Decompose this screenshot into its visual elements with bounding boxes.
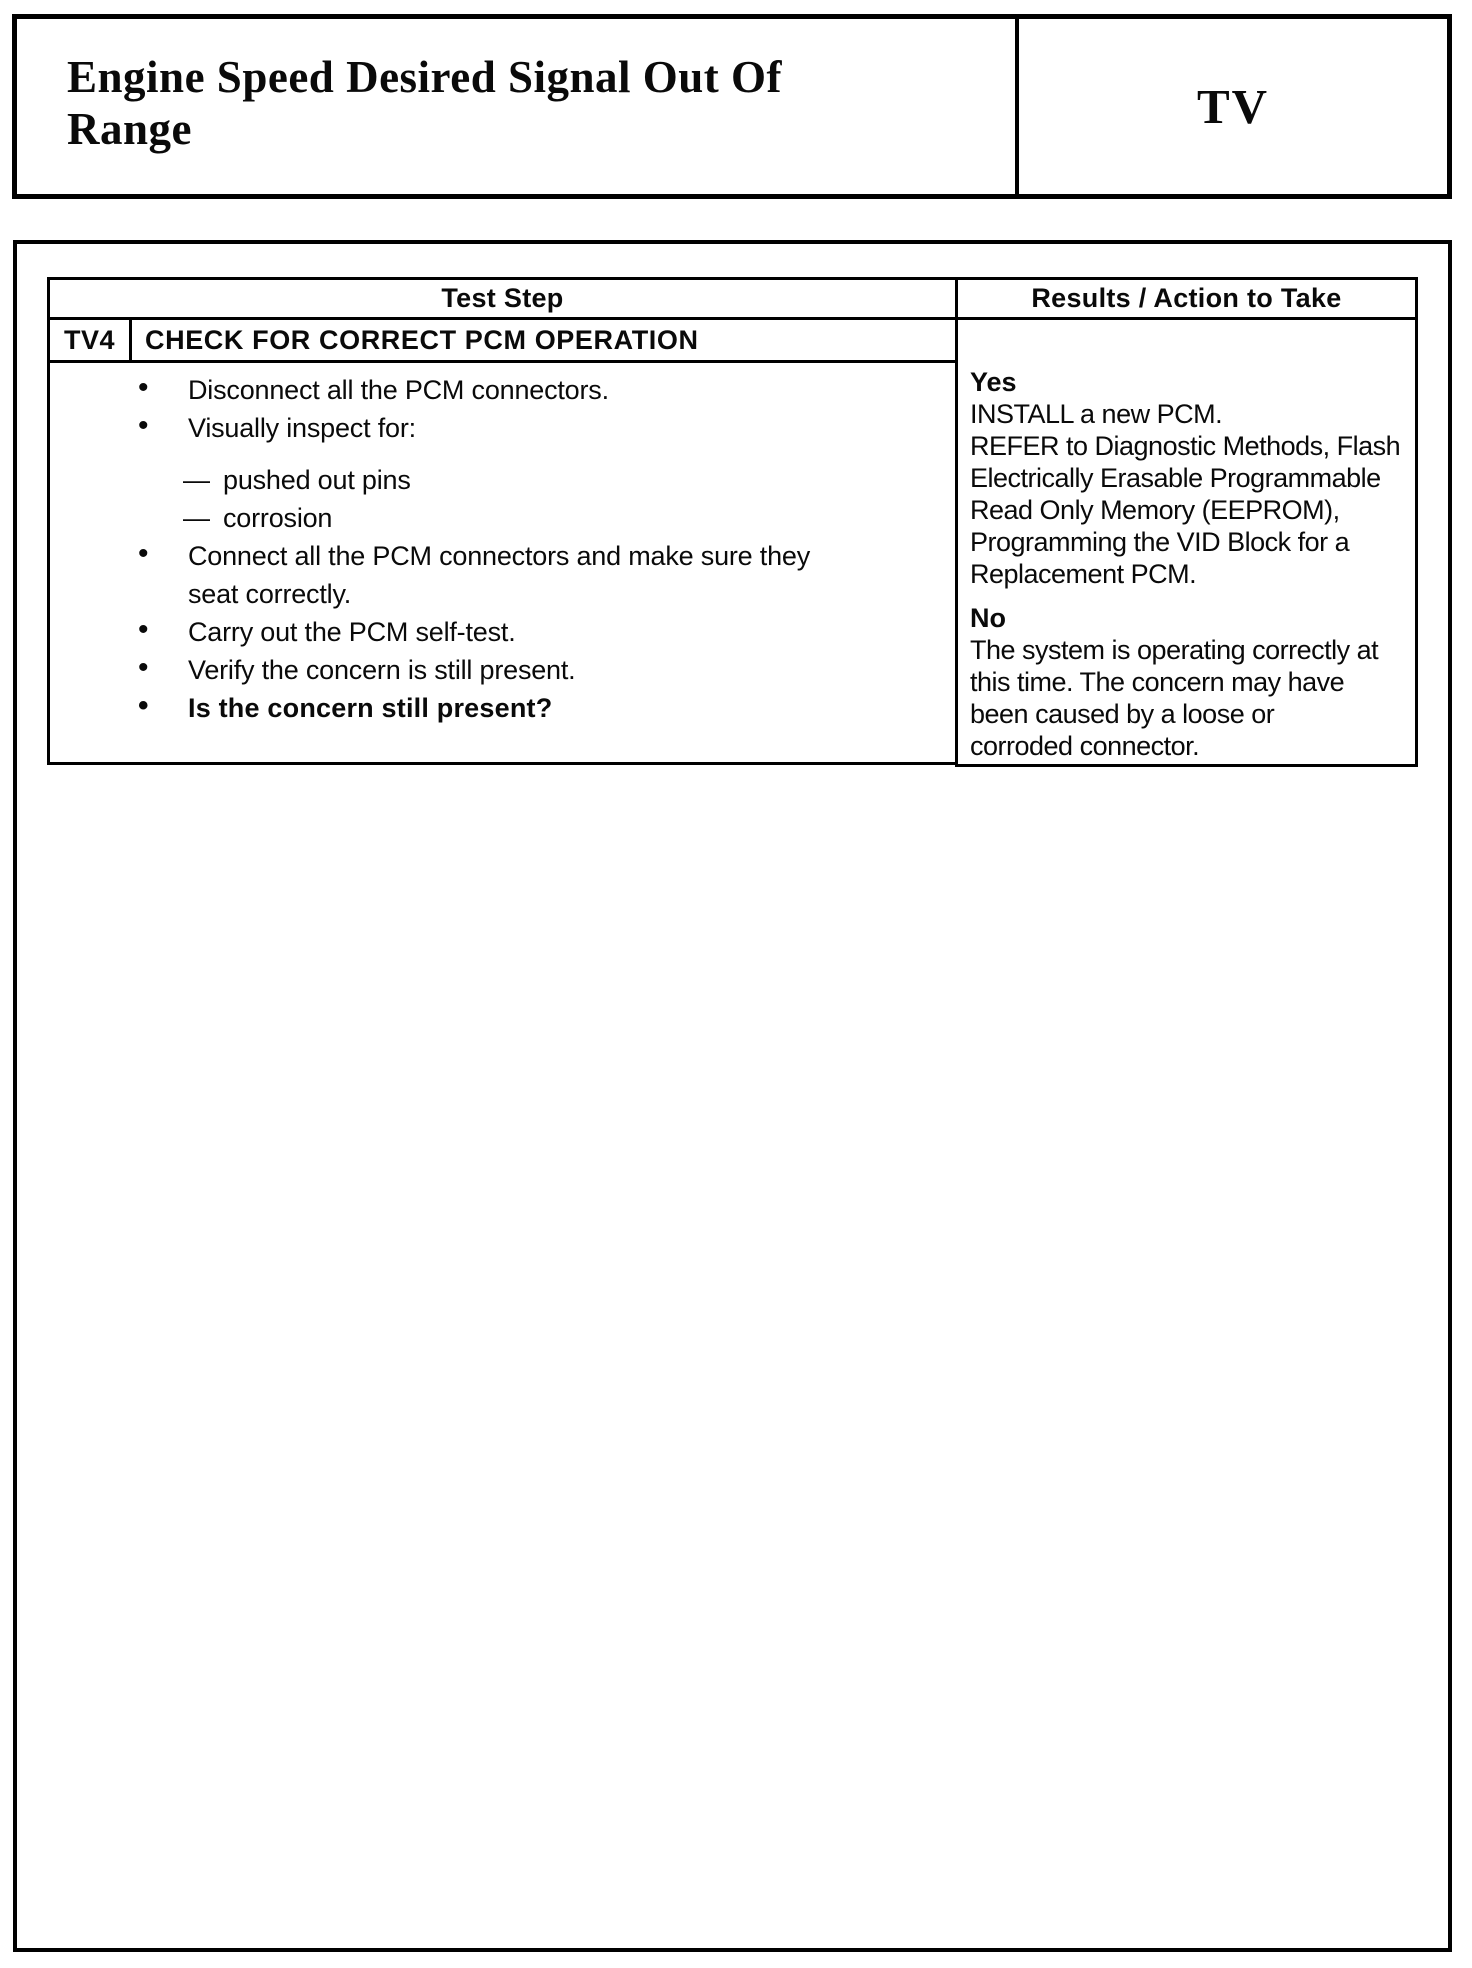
test-step-question bbox=[50, 689, 955, 727]
step-id: TV4 bbox=[50, 320, 132, 360]
test-step-text: pushed out pins bbox=[223, 465, 411, 495]
result-text: INSTALL a new PCM. bbox=[970, 399, 1223, 429]
step-name: CHECK FOR CORRECT PCM OPERATION bbox=[145, 324, 699, 355]
step-header-row bbox=[50, 320, 955, 363]
bullet-icon: • bbox=[138, 613, 149, 646]
result-text: corroded connector. bbox=[970, 731, 1200, 761]
column-header-results: Results / Action to Take bbox=[958, 280, 1415, 320]
test-step-text: Disconnect all the PCM connectors. bbox=[188, 375, 609, 405]
column-header-test-step: Test Step bbox=[50, 280, 955, 320]
result-text: Electrically Erasable Programmable bbox=[970, 463, 1381, 493]
bullet-icon: • bbox=[138, 689, 149, 722]
bullet-icon: • bbox=[138, 371, 149, 404]
section-code: TV bbox=[1015, 19, 1447, 194]
test-step-list bbox=[50, 363, 955, 727]
test-step-subitem bbox=[50, 499, 955, 537]
page-title-line2: Range bbox=[67, 104, 192, 154]
test-step-item bbox=[50, 537, 955, 613]
result-text: this time. The concern may have bbox=[970, 667, 1345, 697]
result-text: been caused by a loose or bbox=[970, 699, 1275, 729]
page-title-line1: Engine Speed Desired Signal Out Of bbox=[67, 52, 783, 102]
test-step-text: Carry out the PCM self-test. bbox=[188, 617, 516, 647]
page-title bbox=[17, 19, 1015, 194]
dash-icon: — bbox=[183, 503, 210, 533]
test-step-item bbox=[50, 651, 955, 689]
result-text: REFER to Diagnostic Methods, Flash bbox=[970, 431, 1401, 461]
test-step-text: corrosion bbox=[223, 503, 333, 533]
result-text: The system is operating correctly at bbox=[970, 635, 1379, 665]
result-text: Replacement PCM. bbox=[970, 559, 1197, 589]
bullet-icon: • bbox=[138, 651, 149, 684]
test-step-item bbox=[50, 371, 955, 409]
test-step-text: Verify the concern is still present. bbox=[188, 655, 576, 685]
result-text: Programming the VID Block for a bbox=[970, 527, 1350, 557]
test-step-text: Visually inspect for: bbox=[188, 413, 416, 443]
test-step-item bbox=[50, 613, 955, 651]
dash-icon: — bbox=[183, 465, 210, 495]
yes-result-block bbox=[970, 366, 1409, 590]
test-step-text: Is the concern still present? bbox=[188, 693, 553, 723]
test-step-item bbox=[50, 409, 955, 447]
test-step-text: seat correctly. bbox=[188, 579, 352, 609]
bullet-icon: • bbox=[138, 409, 149, 442]
no-label: No bbox=[970, 603, 1006, 633]
no-result-block bbox=[970, 602, 1409, 762]
test-step-text: Connect all the PCM connectors and make sure they bbox=[188, 541, 811, 571]
result-text: Read Only Memory (EEPROM), bbox=[970, 495, 1340, 525]
bullet-icon: • bbox=[138, 537, 149, 570]
test-step-subitem bbox=[50, 461, 955, 499]
results-column bbox=[955, 277, 1418, 767]
results-body bbox=[958, 320, 1415, 762]
yes-label: Yes bbox=[970, 367, 1017, 397]
title-box bbox=[12, 14, 1452, 199]
test-step-column bbox=[47, 277, 955, 765]
